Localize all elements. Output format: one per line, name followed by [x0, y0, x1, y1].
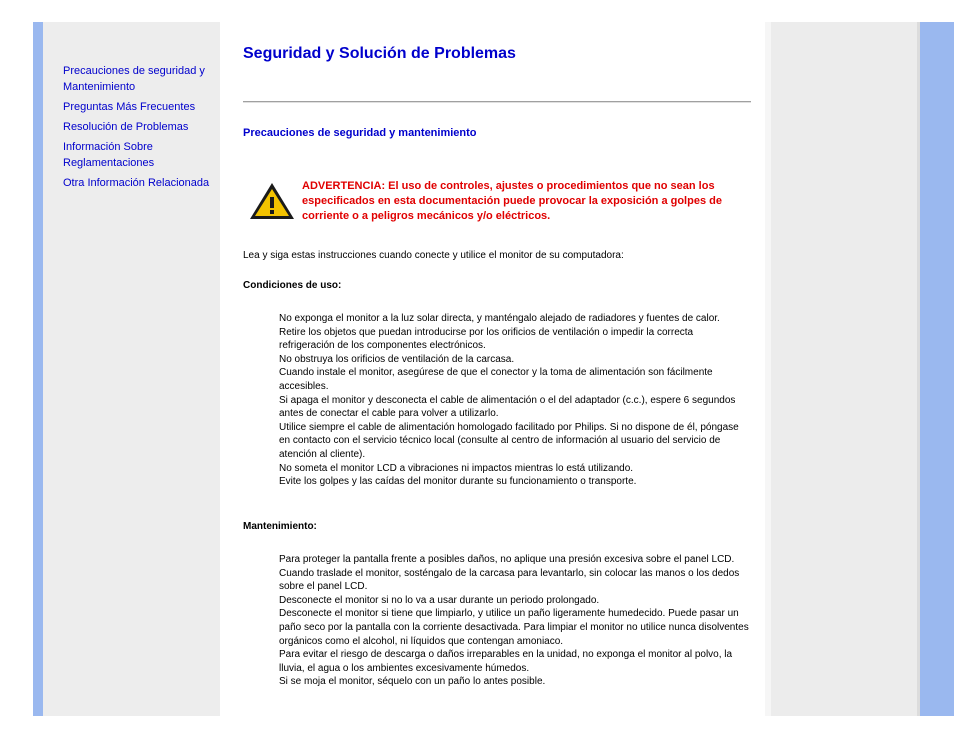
right-decor-stripe	[917, 22, 954, 716]
nav-link-troubleshooting[interactable]: Resolución de Problemas	[63, 121, 189, 133]
intro-text: Lea y siga estas instrucciones cuando conecte y utilice el monitor de su computadora:	[243, 250, 624, 261]
sidebar-nav	[63, 63, 223, 195]
nav-link-regulatory[interactable]: Información Sobre Reglamentaciones	[63, 141, 155, 169]
list-item: Si apaga el monitor y desconecta el cable de alimentación o el del adaptador (c.c.), espere 6 segundos antes de conectar el cable para volver a utilizarlo.	[279, 394, 736, 420]
section-title: Precauciones de seguridad y mantenimiento	[243, 127, 477, 139]
list-item: Desconecte el monitor si tiene que limpiarlo, y utilice un paño ligeramente humedecido. Puede pasar un paño seco por la pantalla con la corriente desactivada. Para limpiar el monitor no utilice nunca disolventes orgánicos como el alcohol, ni líquidos que contengan amoniaco.	[279, 608, 749, 647]
list-item: Si se moja el monitor, séquelo con un paño lo antes posible.	[279, 676, 546, 688]
divider	[243, 101, 751, 103]
list-item: No obstruya los orificios de ventilación de la carcasa.	[279, 353, 515, 365]
list-item: Retire los objetos que puedan introducirse por los orificios de ventilación o impedir la correcta refrigeración de los componentes electrónicos.	[279, 326, 694, 352]
maintenance-heading: Mantenimiento:	[243, 521, 317, 532]
list-item: Para proteger la pantalla frente a posibles daños, no aplique una presión excesiva sobre el panel LCD. Cuando traslade el monitor, sosténgalo de la carcasa para levantarlo, sin colocar las manos o los dedos sobre el panel LCD.	[279, 554, 740, 593]
nav-link-other-info[interactable]: Otra Información Relacionada	[63, 177, 210, 189]
list-item: No someta el monitor LCD a vibraciones ni impactos mientras lo está utilizando.	[279, 462, 634, 474]
list-item: Evite los golpes y las caídas del monitor durante su funcionamiento o transporte.	[279, 476, 637, 488]
warning-triangle-icon	[248, 181, 296, 221]
page-title: Seguridad y Solución de Problemas	[243, 45, 516, 62]
left-decor-stripe	[33, 22, 43, 716]
nav-link-faq[interactable]: Preguntas Más Frecuentes	[63, 101, 196, 113]
list-item: No exponga el monitor a la luz solar directa, y manténgalo alejado de radiadores y fuentes de calor.	[279, 313, 720, 324]
warning-text: ADVERTENCIA: El uso de controles, ajustes o procedimientos que no sean los especificados en esta documentación puede provocar la exposición a golpes de corriente o a peligros mecánicos y/o eléctricos.	[302, 180, 722, 222]
conditions-list	[279, 312, 749, 489]
maintenance-list	[279, 553, 749, 689]
list-item: Cuando instale el monitor, asegúrese de que el conector y la toma de alimentación son fácilmente accesibles.	[279, 367, 713, 392]
right-margin-panel	[765, 22, 917, 716]
nav-link-safety[interactable]: Precauciones de seguridad y Mantenimiento	[63, 65, 205, 93]
conditions-heading: Condiciones de uso:	[243, 280, 342, 291]
list-item: Para evitar el riesgo de descarga o daños irreparables en la unidad, no exponga el monitor al polvo, la lluvia, el agua o los ambientes excesivamente húmedos.	[279, 649, 733, 674]
list-item: Utilice siempre el cable de alimentación homologado facilitado por Philips. Si no dispone de él, póngase en contacto con el servicio técnico local (consulte al centro de información al usuario del servicio de atención al cliente).	[279, 421, 739, 460]
list-item: Desconecte el monitor si no lo va a usar durante un periodo prolongado.	[279, 594, 600, 606]
